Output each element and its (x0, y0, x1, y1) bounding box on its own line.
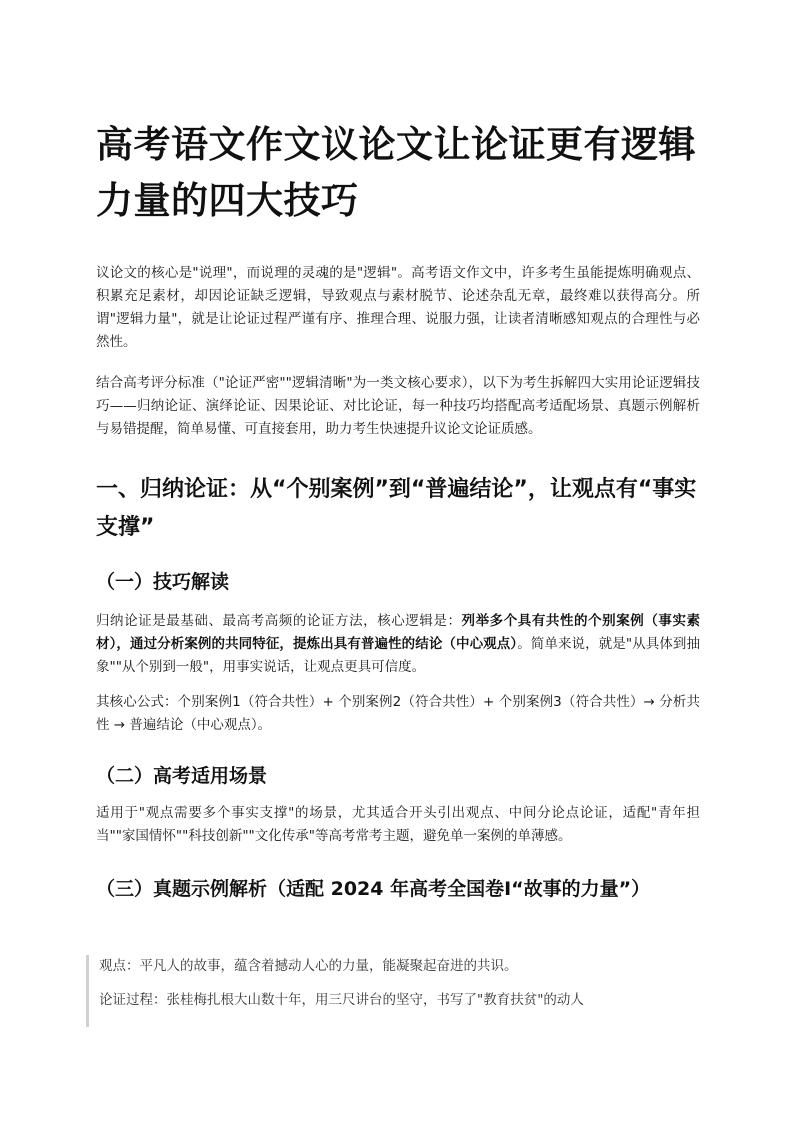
quote-viewpoint: 观点：平凡人的故事，蕴含着撼动人心的力量，能凝聚起奋进的共识。 (99, 958, 518, 974)
example-quote-block (86, 955, 690, 1027)
technique-core-logic: 列举多个具有共性的个别案例（事实素材），通过分析案例的共同特征，提炼出具有普遍性的结论（中心观点） (96, 613, 700, 652)
subsection-example-heading: （三）真题示例解析（适配 2024 年高考全国卷Ⅰ“故事的力量”） (96, 878, 651, 900)
technique-text-tail: 。简单来说，就是"从具体到抽象""从个别到一般"，用事实说话，让观点更具可信度。 (96, 636, 700, 675)
intro-paragraph-1: 议论文的核心是"说理"，而说理的灵魂的是"逻辑"。高考语文作文中，许多考生虽能提炼明确观点、积累充足素材，却因论证缺乏逻辑，导致观点与素材脱节、论述杂乱无章，最终难以获得高分。所谓"逻辑力量"，就是让论证过程严谨有序、推理合理、说服力强，让读者清晰感知观点的合理性与必然性。 (96, 265, 700, 350)
subsection-technique-heading: （一）技巧解读 (96, 571, 230, 593)
scenario-paragraph: 适用于"观点需要多个事实支撑"的场景，尤其适合开头引出观点、中间分论点论证，适配"青年担当""家国情怀""科技创新""文化传承"等高考常考主题，避免单一案例的单薄感。 (96, 805, 700, 844)
core-formula-paragraph: 其核心公式：个别案例1（符合共性）+ 个别案例2（符合共性）+ 个别案例3（符合共性）→ 分析共性 → 普遍结论（中心观点）。 (96, 694, 700, 733)
document-title: 高考语文作文议论文让论证更有逻辑力量的四大技巧 (96, 123, 696, 222)
quote-argument-process: 论证过程：张桂梅扎根大山数十年，用三尺讲台的坚守，书写了"教育扶贫"的动人 (99, 992, 584, 1008)
intro-paragraph-2: 结合高考评分标准（"论证严密""逻辑清晰"为一类文核心要求），以下为考生拆解四大实用论证逻辑技巧——归纳论证、演绎论证、因果论证、对比论证，每一种技巧均搭配高考适配场景、真题示例解析与易错提醒，简单易懂、可直接套用，助力考生快速提升议论文论证质感。 (96, 375, 700, 437)
technique-paragraph (96, 610, 700, 679)
section-1-heading: 一、归纳论证：从“个别案例”到“普遍结论”，让观点有“事实支撑” (96, 477, 697, 540)
subsection-scenario-heading: （二）高考适用场景 (96, 765, 268, 787)
technique-text-lead: 归纳论证是最基础、最高考高频的论证方法，核心逻辑是： (96, 613, 462, 629)
